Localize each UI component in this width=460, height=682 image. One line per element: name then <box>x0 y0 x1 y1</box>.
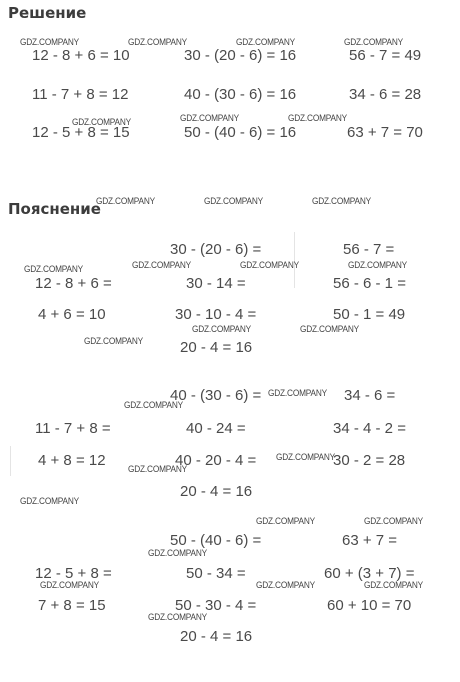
explanation-step: 30 - 14 = <box>186 275 246 292</box>
watermark: GDZ.COMPANY <box>132 260 192 270</box>
watermark: GDZ.COMPANY <box>128 464 188 474</box>
watermark: GDZ.COMPANY <box>192 324 252 334</box>
explanation-step: 40 - 20 - 4 = <box>175 452 257 469</box>
explanation-step: 11 - 7 + 8 = <box>35 420 111 437</box>
explanation-step: 40 - 24 = <box>186 420 246 437</box>
explanation-step: 30 - 2 = 28 <box>333 452 406 469</box>
explanation-step: 30 - 10 - 4 = <box>175 306 257 323</box>
watermark: GDZ.COMPANY <box>180 113 240 123</box>
explanation-step: 4 + 8 = 12 <box>38 452 106 469</box>
explanation-step: 20 - 4 = 16 <box>180 339 253 356</box>
watermark: GDZ.COMPANY <box>288 113 348 123</box>
watermark: GDZ.COMPANY <box>348 260 408 270</box>
watermark: GDZ.COMPANY <box>256 516 316 526</box>
explanation-step: 40 - (30 - 6) = <box>170 387 262 404</box>
watermark: GDZ.COMPANY <box>84 336 144 346</box>
watermark: GDZ.COMPANY <box>236 37 296 47</box>
solution-expression: 50 - (40 - 6) = 16 <box>184 124 297 141</box>
explanation-step: 56 - 6 - 1 = <box>333 275 406 292</box>
watermark: GDZ.COMPANY <box>24 264 84 274</box>
column-separator <box>10 446 11 476</box>
watermark: GDZ.COMPANY <box>128 37 188 47</box>
explanation-step: 4 + 6 = 10 <box>38 306 106 323</box>
explanation-step: 63 + 7 = <box>342 532 398 549</box>
watermark: GDZ.COMPANY <box>40 580 100 590</box>
watermark: GDZ.COMPANY <box>20 496 80 506</box>
solution-expression: 34 - 6 = 28 <box>349 86 422 103</box>
watermark: GDZ.COMPANY <box>256 580 316 590</box>
watermark: GDZ.COMPANY <box>124 400 184 410</box>
watermark: GDZ.COMPANY <box>344 37 404 47</box>
watermark: GDZ.COMPANY <box>312 196 372 206</box>
explanation-heading: Пояснение <box>8 200 101 218</box>
explanation-step: 50 - (40 - 6) = <box>170 532 262 549</box>
explanation-step: 20 - 4 = 16 <box>180 628 253 645</box>
explanation-step: 7 + 8 = 15 <box>38 597 106 614</box>
watermark: GDZ.COMPANY <box>148 612 208 622</box>
watermark: GDZ.COMPANY <box>148 548 208 558</box>
explanation-step: 60 + 10 = 70 <box>327 597 412 614</box>
watermark: GDZ.COMPANY <box>72 117 132 127</box>
watermark: GDZ.COMPANY <box>364 580 424 590</box>
solution-expression: 12 - 8 + 6 = 10 <box>32 47 130 64</box>
explanation-step: 60 + (3 + 7) = <box>324 565 415 582</box>
explanation-step: 12 - 8 + 6 = <box>35 275 112 292</box>
solution-expression: 11 - 7 + 8 = 12 <box>32 86 129 103</box>
explanation-step: 30 - (20 - 6) = <box>170 241 262 258</box>
solution-expression: 40 - (30 - 6) = 16 <box>184 86 297 103</box>
explanation-step: 34 - 6 = <box>344 387 396 404</box>
explanation-step: 50 - 34 = <box>186 565 246 582</box>
solution-expression: 12 - 5 + 8 = 15 <box>32 124 130 141</box>
explanation-step: 34 - 4 - 2 = <box>333 420 406 437</box>
explanation-step: 20 - 4 = 16 <box>180 483 253 500</box>
solution-heading: Решение <box>8 4 87 22</box>
solution-expression: 56 - 7 = 49 <box>349 47 422 64</box>
solution-expression: 63 + 7 = 70 <box>347 124 423 141</box>
watermark: GDZ.COMPANY <box>268 388 328 398</box>
solution-expression: 30 - (20 - 6) = 16 <box>184 47 297 64</box>
explanation-step: 50 - 30 - 4 = <box>175 597 257 614</box>
watermark: GDZ.COMPANY <box>96 196 156 206</box>
explanation-step: 56 - 7 = <box>343 241 395 258</box>
watermark: GDZ.COMPANY <box>204 196 264 206</box>
watermark: GDZ.COMPANY <box>276 452 336 462</box>
watermark: GDZ.COMPANY <box>240 260 300 270</box>
watermark: GDZ.COMPANY <box>300 324 360 334</box>
explanation-step: 50 - 1 = 49 <box>333 306 406 323</box>
watermark: GDZ.COMPANY <box>364 516 424 526</box>
explanation-step: 12 - 5 + 8 = <box>35 565 112 582</box>
watermark: GDZ.COMPANY <box>20 37 80 47</box>
